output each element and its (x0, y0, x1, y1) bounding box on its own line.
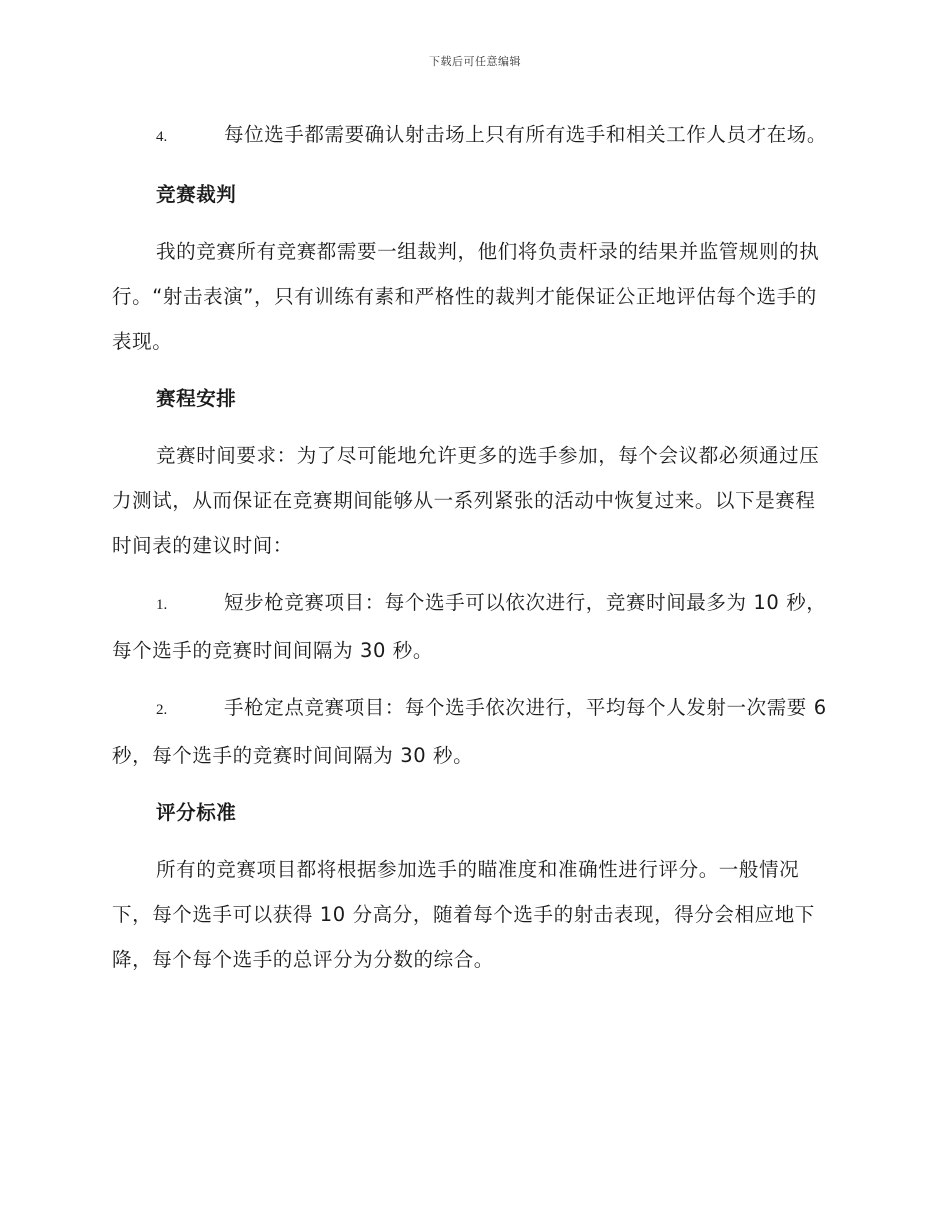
judges-paragraph: 我的竞赛所有竞赛都需要一组裁判，他们将负责杆录的结果并监管规则的执行。“射击表演”，只有训练有素和严格性的裁判才能保证公正地评估每个选手的表现。 (112, 240, 820, 353)
section-heading-scoring: 评分标准 (156, 801, 237, 824)
list-item-text: 手枪定点竞赛项目：每个选手依次进行，平均每个人发射一次需要 6 秒，每个选手的竞赛时间间隔为 30 秒。 (112, 696, 827, 767)
list-item-4 (112, 112, 834, 160)
list-number: 2. (156, 702, 168, 718)
section-heading-judges: 竞赛裁判 (156, 183, 237, 206)
section-heading-schedule: 赛程安排 (156, 387, 237, 410)
document-body (112, 112, 834, 994)
list-item-2 (112, 685, 834, 778)
list-number: 4. (156, 129, 168, 145)
list-item-text: 短步枪竞赛项目：每个选手可以依次进行，竞赛时间最多为 10 秒，每个选手的竞赛时间间隔为 30 秒。 (112, 591, 827, 662)
list-number: 1. (156, 597, 168, 613)
schedule-paragraph: 竞赛时间要求：为了尽可能地允许更多的选手参加，每个会议都必须通过压力测试，从而保证在竞赛期间能够从一系列紧张的活动中恢复过来。以下是赛程时间表的建议时间： (112, 444, 820, 557)
page-header: 下载后可任意编辑 (429, 55, 521, 68)
scoring-paragraph: 所有的竞赛项目都将根据参加选手的瞄准度和准确性进行评分。一般情况下，每个选手可以获得 10 分高分，随着每个选手的射击表现，得分会相应地下降，每个每个选手的总评分为分数的综合。 (112, 858, 815, 971)
list-item-text: 每位选手都需要确认射击场上只有所有选手和相关工作人员才在场。 (224, 123, 828, 146)
list-item-1 (112, 580, 834, 673)
